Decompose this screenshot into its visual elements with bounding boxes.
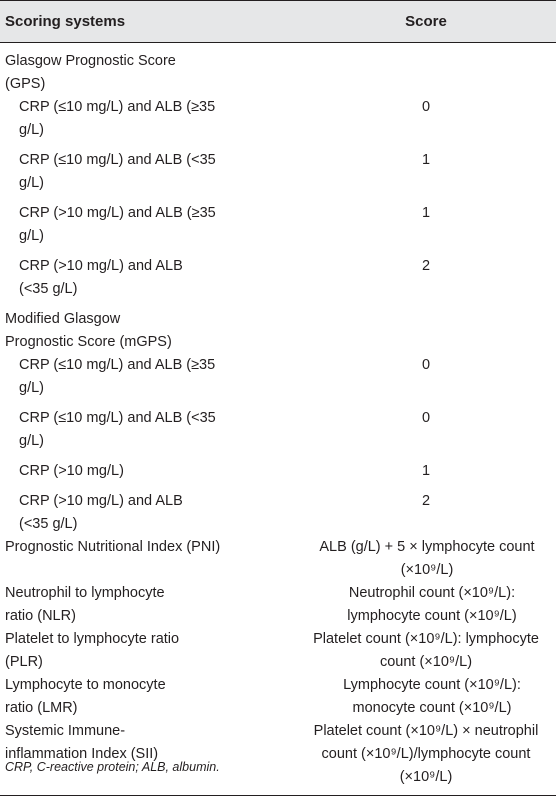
header-scoring-systems: Scoring systems bbox=[0, 1, 296, 43]
row-name: Prognostic Nutritional Index (PNI) bbox=[5, 539, 221, 555]
table-row bbox=[0, 483, 556, 536]
table-row bbox=[0, 142, 556, 195]
row-score: 2 bbox=[421, 258, 431, 274]
table-row bbox=[0, 354, 556, 400]
row-name: CRP (>10 mg/L) bbox=[19, 463, 124, 479]
table-row bbox=[0, 43, 556, 97]
row-name: Glasgow Prognostic Score (GPS) bbox=[5, 53, 176, 92]
table-row bbox=[0, 96, 556, 142]
row-score: ALB (g/L) + 5 × lymphocyte count (×10⁹/L) bbox=[319, 539, 535, 578]
table-header-row bbox=[0, 1, 556, 43]
row-name: CRP (>10 mg/L) and ALB (<35 g/L) bbox=[19, 493, 183, 532]
table-row bbox=[0, 536, 556, 582]
row-name: CRP (>10 mg/L) and ALB (≥35 g/L) bbox=[19, 205, 216, 244]
row-score: Platelet count (×10⁹/L): lymphocyte count (×10⁹/L) bbox=[313, 631, 539, 670]
row-score: 0 bbox=[421, 410, 431, 426]
row-score: 0 bbox=[421, 99, 431, 115]
table-row bbox=[0, 248, 556, 301]
row-name: CRP (>10 mg/L) and ALB (<35 g/L) bbox=[19, 258, 183, 297]
table-body bbox=[0, 43, 556, 796]
table-row bbox=[0, 301, 556, 354]
row-score: 1 bbox=[421, 152, 431, 168]
row-name: Systemic Immune-inflammation Index (SII) bbox=[0, 720, 296, 796]
row-name: Modified Glasgow Prognostic Score (mGPS) bbox=[5, 311, 172, 350]
row-name: CRP (≤10 mg/L) and ALB (≥35 g/L) bbox=[19, 357, 216, 396]
header-score: Score bbox=[296, 1, 556, 43]
row-score: 1 bbox=[421, 463, 431, 479]
row-name: CRP (≤10 mg/L) and ALB (≥35 g/L) bbox=[19, 99, 216, 138]
row-score: 2 bbox=[421, 493, 431, 509]
row-score bbox=[296, 43, 556, 97]
row-score: Platelet count (×10⁹/L) × neutrophil count (×10⁹/L)/lymphocyte count (×10⁹/L) bbox=[296, 720, 556, 796]
table-row bbox=[0, 195, 556, 248]
table-row bbox=[0, 720, 556, 796]
table-row bbox=[0, 674, 556, 720]
row-score: 0 bbox=[421, 357, 431, 373]
table-row bbox=[0, 453, 556, 483]
row-score: 1 bbox=[421, 205, 431, 221]
row-name: CRP (≤10 mg/L) and ALB (<35 g/L) bbox=[19, 410, 216, 449]
table-row bbox=[0, 400, 556, 453]
row-name: Lymphocyte to monocyte ratio (LMR) bbox=[5, 677, 166, 716]
row-score bbox=[296, 301, 556, 354]
row-name: Neutrophil to lymphocyte ratio (NLR) bbox=[5, 585, 165, 624]
table-row bbox=[0, 628, 556, 674]
table-footnote: CRP, C-reactive protein; ALB, albumin. bbox=[5, 760, 220, 774]
row-score: Neutrophil count (×10⁹/L): lymphocyte count (×10⁹/L) bbox=[347, 585, 517, 624]
row-name: Platelet to lymphocyte ratio (PLR) bbox=[5, 631, 180, 670]
row-score: Lymphocyte count (×10⁹/L): monocyte count (×10⁹/L) bbox=[343, 677, 521, 716]
row-name: CRP (≤10 mg/L) and ALB (<35 g/L) bbox=[19, 152, 216, 191]
table-row bbox=[0, 582, 556, 628]
